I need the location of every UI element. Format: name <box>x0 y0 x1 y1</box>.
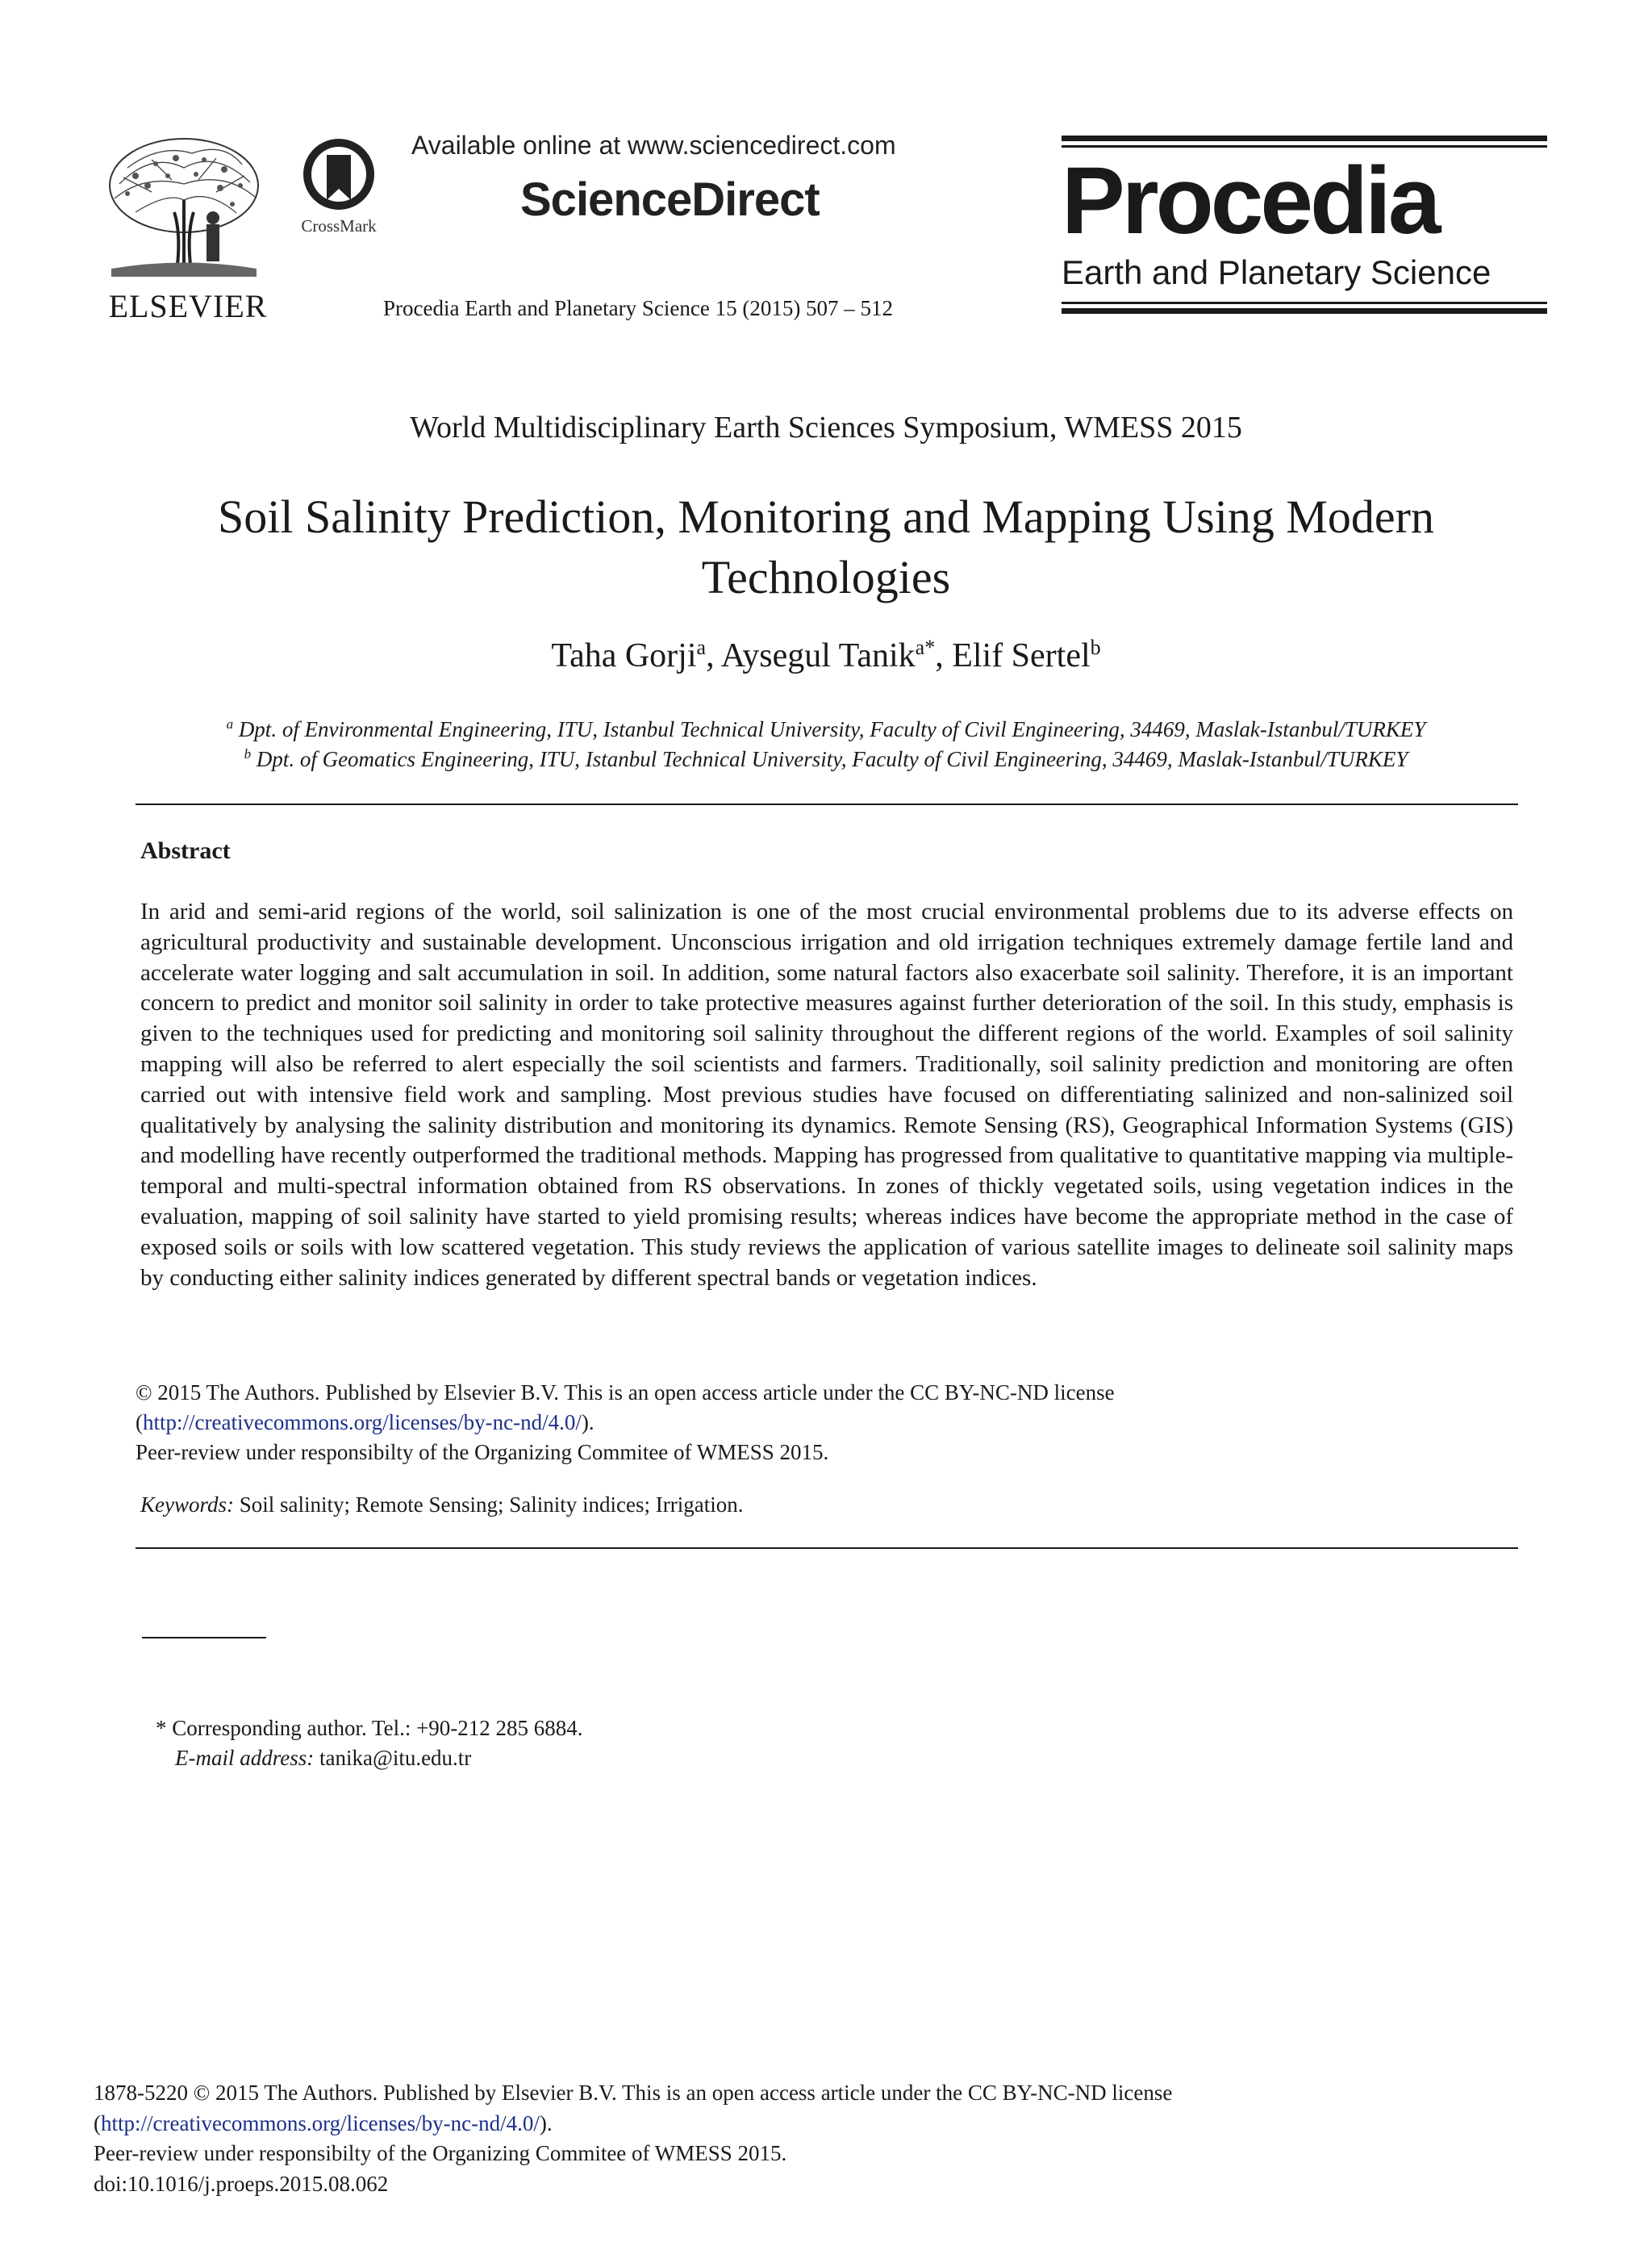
footer-license-line: (http://creativecommons.org/licenses/by-nc-nd/4.0/). <box>94 2110 553 2135</box>
page-title <box>0 486 1652 607</box>
peer-review-line: Peer-review under responsibilty of the Organizing Commitee of WMESS 2015. <box>136 1440 829 1464</box>
license-link[interactable]: http://creativecommons.org/licenses/by-nc-nd/4.0/ <box>143 1410 582 1434</box>
author-name: Elif Sertel <box>952 637 1091 674</box>
author-list <box>0 636 1652 675</box>
author-affil-mark: a <box>696 636 707 659</box>
keywords-list: Soil salinity; Remote Sensing; Salinity indices; Irrigation. <box>239 1492 744 1517</box>
footnote-rule <box>142 1637 266 1638</box>
author-separator: , <box>935 637 953 674</box>
divider <box>136 804 1518 805</box>
sciencedirect-logo: ScienceDirect <box>520 173 820 226</box>
email-address[interactable]: tanika@itu.edu.tr <box>319 1746 472 1770</box>
abstract-heading: Abstract <box>140 837 231 864</box>
issn-line: 1878-5220 © 2015 The Authors. Published by Elsevier B.V. This is an open access article under the CC BY-NC-ND license <box>94 2081 1173 2105</box>
corresponding-author-note <box>156 1713 583 1773</box>
divider <box>136 1547 1518 1549</box>
corresponding-author-phone: * Corresponding author. Tel.: +90-212 285 6884. <box>156 1716 583 1740</box>
affiliation <box>0 716 1652 742</box>
license-line: (http://creativecommons.org/licenses/by-nc-nd/4.0/). <box>136 1410 594 1434</box>
author-name: Aysegul Tanik <box>720 637 916 674</box>
footer-license-link[interactable]: http://creativecommons.org/licenses/by-nc-nd/4.0/ <box>101 2110 540 2135</box>
title-line: Soil Salinity Prediction, Monitoring and Mapping Using Modern <box>218 490 1434 543</box>
page-footer <box>94 2078 1172 2199</box>
elsevier-tree-icon <box>103 136 265 281</box>
logo-rule <box>1062 136 1547 141</box>
affiliation-mark: a <box>226 716 234 732</box>
keywords-label: Keywords: <box>140 1492 234 1517</box>
logo-rule <box>1062 302 1547 304</box>
affiliation-text: Dpt. of Geomatics Engineering, ITU, Istanbul Technical University, Faculty of Civil Engineering, 34469, Maslak-Istanbul/TURKEY <box>256 747 1408 771</box>
abstract-body: In arid and semi-arid regions of the world, soil salinization is one of the most crucial environmental problems due to its adverse effects on agricultural productivity and sustainable development. Unconscious irrigation and old irrigation techniques extremely damage fertile land and accelerate water logging and salt accumulation in soil. In addition, some natural factors also exacerbate soil salinity. Therefore, it is an important concern to predict and monitor soil salinity in order to take protective measures against further deterioration of the soil. In this study, emphasis is given to the techniques used for predicting and monitoring soil salinity throughout the different regions of the world. Examples of soil salinity mapping will also be referred to alert especially the soil scientists and farmers. Traditionally, soil salinity prediction and monitoring are often carried out with intensive field work and sampling. Most previous studies have focused on differentiating salinized and non-salinized soil qualitatively by analysing the salinity distribution and monitoring its dynamics. Remote Sensing (RS), Geographical Information Systems (GIS) and modelling have recently outperformed the traditional methods. Mapping has progressed from qualitative to quantitative mapping via multiple-temporal and multi-spectral information obtained from RS observations. In zones of thickly vegetated soils, using vegetation indices in the evaluation, mapping of soil salinity have started to yield promising results; whereas indices have become the appropriate method in the case of exposed soils or soils with low scattered vegetation. This study reviews the application of various satellite images to delineate soil salinity maps by conducting either salinity indices generated by different spectral bands or vegetation indices. <box>140 899 1513 1291</box>
copyright-line: © 2015 The Authors. Published by Elsevier B.V. This is an open access article under the CC BY-NC-ND license <box>136 1380 1115 1405</box>
doi[interactable]: doi:10.1016/j.proeps.2015.08.062 <box>94 2171 389 2196</box>
email-label: E-mail address: <box>175 1746 315 1770</box>
crossmark-label: CrossMark <box>301 216 377 236</box>
author-affil-mark: a* <box>915 636 936 659</box>
publisher-logo-text: ELSEVIER <box>108 288 268 324</box>
corresponding-author-email-line <box>156 1743 583 1773</box>
symposium-name: World Multidisciplinary Earth Sciences Symposium, WMESS 2015 <box>410 411 1242 445</box>
footer-peer-review: Peer-review under responsibilty of the Organizing Commitee of WMESS 2015. <box>94 2141 787 2165</box>
journal-subtitle: Earth and Planetary Science <box>1062 253 1491 291</box>
copyright-notice <box>136 1378 1115 1467</box>
affiliation-mark: b <box>244 746 252 762</box>
keywords <box>140 1492 743 1517</box>
author-name: Taha Gorji <box>551 637 697 674</box>
available-online-link[interactable]: Available online at www.sciencedirect.com <box>411 131 896 160</box>
journal-reference: Procedia Earth and Planetary Science 15 (2015) 507 – 512 <box>383 296 894 320</box>
affiliation <box>0 746 1652 772</box>
crossmark-button[interactable] <box>294 136 383 240</box>
affiliation-text: Dpt. of Environmental Engineering, ITU, Istanbul Technical University, Faculty of Civil Engineering, 34469, Maslak-Istanbul/TURKEY <box>238 717 1426 741</box>
title-line: Technologies <box>701 551 951 603</box>
procedia-logo <box>1062 136 1547 317</box>
journal-name: Procedia <box>1062 148 1438 254</box>
logo-rule <box>1062 308 1547 314</box>
author-separator: , <box>706 637 721 674</box>
crossmark-icon <box>294 136 383 213</box>
author-affil-mark: b <box>1090 636 1101 659</box>
